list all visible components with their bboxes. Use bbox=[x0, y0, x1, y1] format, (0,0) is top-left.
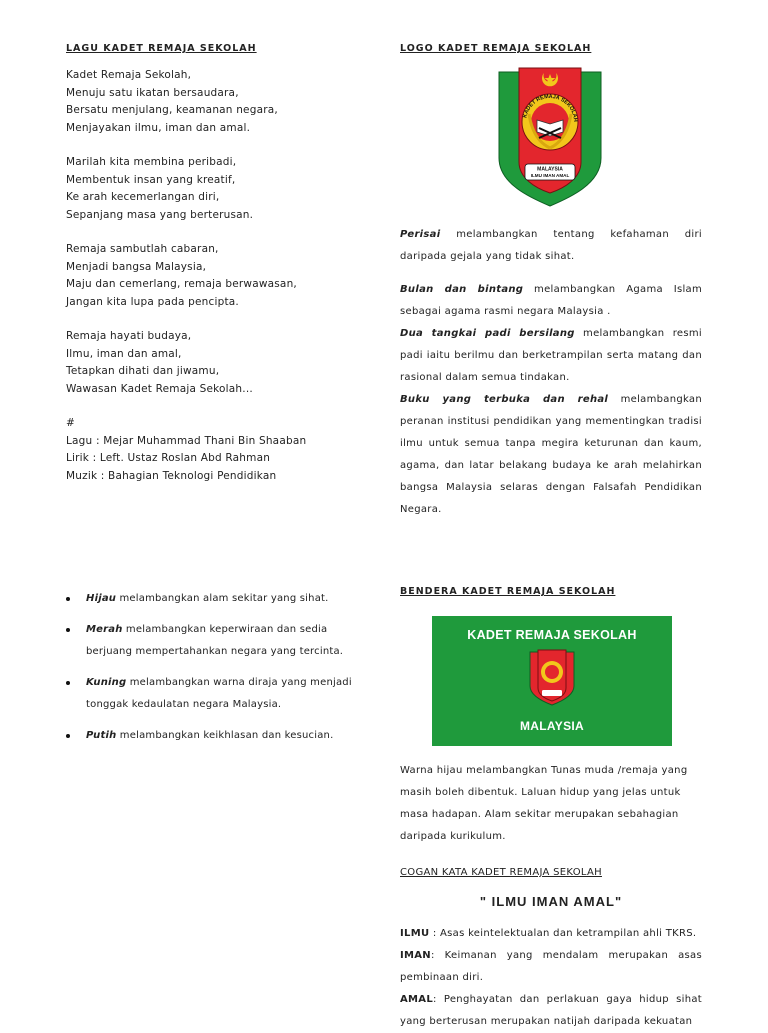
flag-bottom-text: MALAYSIA bbox=[520, 719, 584, 733]
logo-item bbox=[400, 323, 702, 389]
flag-emblem-icon bbox=[528, 648, 576, 706]
logo-ribbon-bottom: ILMU IMAN AMAL bbox=[530, 173, 570, 178]
lyric-line: Ilmu, iman dan amal, bbox=[66, 347, 182, 360]
logo-item bbox=[400, 224, 702, 268]
bullet-icon bbox=[66, 734, 70, 738]
lyric-line: Remaja sambutlah cabaran, bbox=[66, 243, 219, 255]
lyric-line: Maju dan cemerlang, remaja berwawasan, bbox=[66, 278, 297, 290]
lyric-line: Ke arah kecemerlangan diri, bbox=[66, 191, 220, 203]
lyric-line: Wawasan Kadet Remaja Sekolah... bbox=[66, 382, 253, 395]
color-text: melambangkan alam sekitar yang sihat. bbox=[116, 593, 329, 604]
logo-heading: LOGO KADET REMAJA SEKOLAH bbox=[400, 43, 592, 54]
color-text: melambangkan warna diraja yang menjadi tonggak kedaulatan negara Malaysia. bbox=[86, 677, 352, 710]
credit-lyricist: Lirik : Left. Ustaz Roslan Abd Rahman bbox=[66, 452, 271, 464]
logo-ribbon-top: MALAYSIA bbox=[537, 166, 563, 173]
color-meanings-list bbox=[66, 588, 366, 756]
motto-descriptions bbox=[400, 923, 702, 1033]
stanza-3 bbox=[66, 241, 366, 311]
motto-item bbox=[400, 923, 702, 945]
color-text: melambangkan keikhlasan dan kesucian. bbox=[116, 730, 334, 741]
song-heading: LAGU KADET REMAJA SEKOLAH bbox=[66, 43, 257, 54]
flag-description: Warna hijau melambangkan Tunas muda /remaja yang masih boleh dibentuk. Laluan hidup yang jelas untuk masa hadapan. Alam sekitar merupakan sebahagian daripada kurikulum. bbox=[400, 765, 688, 842]
lyric-line: Sepanjang masa yang berterusan. bbox=[66, 208, 254, 221]
credit-composer: Lagu : Mejar Muhammad Thani Bin Shaaban bbox=[66, 434, 307, 447]
motto-item bbox=[400, 989, 702, 1033]
lyric-line: Membentuk insan yang kreatif, bbox=[66, 173, 236, 186]
motto-text: : Penghayatan dan perlakuan gaya hidup sihat yang berterusan merupakan natijah daripada kekuatan bbox=[400, 994, 702, 1027]
stanza-2 bbox=[66, 154, 366, 224]
list-item bbox=[66, 588, 366, 610]
logo-term: Bulan dan bintang bbox=[400, 284, 524, 295]
motto-term: AMAL bbox=[400, 994, 434, 1005]
motto-term: ILMU bbox=[400, 928, 430, 939]
motto-term: IMAN bbox=[400, 950, 431, 961]
list-item bbox=[66, 725, 366, 747]
motto-title: " ILMU IMAN AMAL" bbox=[479, 894, 623, 909]
color-term: Hijau bbox=[86, 593, 117, 604]
lyric-line: Kadet Remaja Sekolah, bbox=[66, 69, 192, 81]
color-term: Merah bbox=[86, 624, 123, 635]
color-term: Kuning bbox=[86, 677, 127, 688]
stanza-4 bbox=[66, 328, 366, 398]
lyric-line: Tetapkan dihati dan jiwamu, bbox=[66, 365, 220, 377]
lyric-line: Menjayakan ilmu, iman dan amal. bbox=[66, 121, 251, 134]
stanza-1 bbox=[66, 67, 366, 137]
song-credits bbox=[66, 415, 366, 485]
logo-term: Dua tangkai padi bersilang bbox=[400, 328, 575, 339]
logo-lettering bbox=[497, 66, 603, 208]
list-item bbox=[66, 619, 366, 663]
logo-text: melambangkan tentang kefahaman diri daripada gejala yang tidak sihat. bbox=[400, 229, 702, 262]
logo-item bbox=[400, 389, 702, 521]
motto-item bbox=[400, 945, 702, 989]
credit-hash: # bbox=[66, 417, 75, 429]
logo-text: melambangkan resmi padi iaitu berilmu dan berketrampilan serta matang dan rasional dalam semua tindakan. bbox=[400, 328, 702, 383]
logo-text: melambangkan Agama Islam sebagai agama rasmi negara Malaysia . bbox=[400, 284, 703, 317]
motto-text: : Keimanan yang mendalam merupakan asas pembinaan diri. bbox=[400, 950, 702, 983]
credit-music: Muzik : Bahagian Teknologi Pendidikan bbox=[66, 469, 277, 482]
flag-heading: BENDERA KADET REMAJA SEKOLAH bbox=[400, 586, 616, 597]
bullet-icon bbox=[66, 597, 70, 601]
logo-ring-text: KADET REMAJA SEKOLAH bbox=[522, 93, 579, 123]
logo-item bbox=[400, 279, 702, 323]
lyric-line: Bersatu menjulang, keamanan negara, bbox=[66, 104, 278, 116]
motto-text: : Asas keintelektualan dan ketrampilan ahli TKRS. bbox=[429, 928, 697, 939]
lyric-line: Menjadi bangsa Malaysia, bbox=[66, 260, 207, 273]
logo-term: Perisai bbox=[400, 229, 441, 240]
color-term: Putih bbox=[86, 730, 117, 741]
lyric-line: Marilah kita membina peribadi, bbox=[66, 156, 237, 168]
color-text: melambangkan keperwiraan dan sedia berjuang mempertahankan negara yang tercinta. bbox=[86, 624, 344, 657]
cadet-flag bbox=[432, 616, 672, 746]
motto-heading: COGAN KATA KADET REMAJA SEKOLAH bbox=[400, 867, 602, 878]
logo-descriptions bbox=[400, 224, 702, 521]
bullet-icon bbox=[66, 628, 70, 632]
lyric-line: Menuju satu ikatan bersaudara, bbox=[66, 86, 239, 99]
bullet-icon bbox=[66, 681, 70, 685]
song-lyrics bbox=[66, 67, 366, 485]
logo-term: Buku yang terbuka dan rehal bbox=[400, 394, 609, 405]
list-item bbox=[66, 672, 366, 716]
logo-text: melambangkan peranan institusi pendidikan yang mementingkan tradisi ilmu untuk semua tanpa megira keturunan dan kaum, agama, dan latar belakang budaya ke arah melahirkan bangsa Malaysia selaras dengan Falsafah Pendidikan Negara. bbox=[400, 394, 702, 515]
flag-top-text: KADET REMAJA SEKOLAH bbox=[467, 628, 637, 642]
lyric-line: Jangan kita lupa pada pencipta. bbox=[66, 295, 239, 308]
lyric-line: Remaja hayati budaya, bbox=[66, 330, 192, 342]
